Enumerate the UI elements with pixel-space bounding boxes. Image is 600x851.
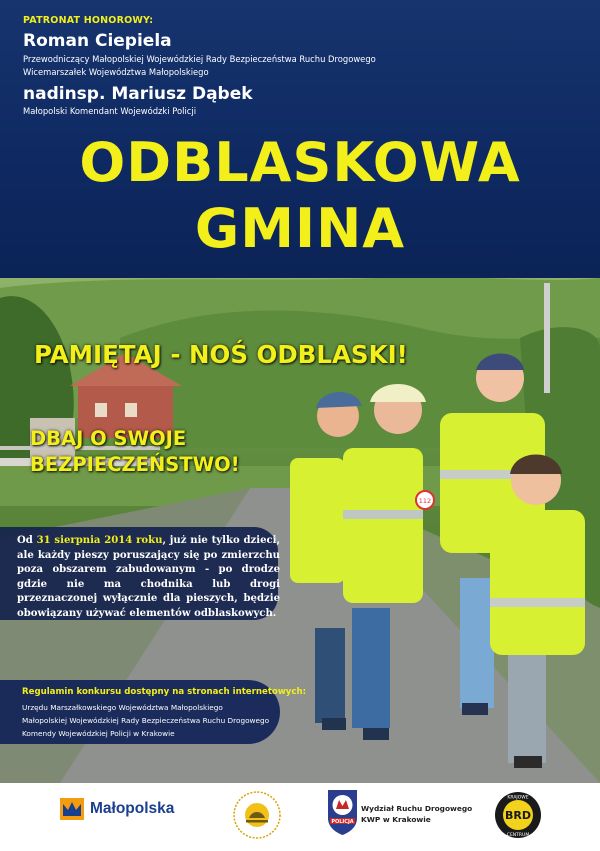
slogan-safety-line-2: BEZPIECZEŃSTWO!	[30, 453, 240, 476]
patron-name-2: nadinsp. Mariusz Dąbek	[23, 84, 253, 104]
info-paragraph	[17, 534, 280, 622]
regulamin-link-1: Urzędu Marszałkowskiego Województwa Małopolskiego	[22, 703, 223, 712]
malopolska-logo-text: Małopolska	[90, 800, 175, 817]
wrd-line-2: KWP w Krakowie	[361, 815, 431, 824]
slogan-safety-line-1: DBAJ O SWOJE	[30, 427, 187, 450]
brd-logo-icon	[493, 790, 543, 840]
patron-name-1: Roman Ciepiela	[23, 31, 172, 51]
policja-logo-icon	[326, 788, 359, 836]
info-prefix: Od	[17, 535, 37, 546]
regulamin-link-3: Komendy Wojewódzkiej Policji w Krakowie	[22, 729, 175, 738]
patron-role-2: Małopolski Komendant Wojewódzki Policji	[23, 106, 197, 116]
vest-number-label: 112	[418, 497, 432, 505]
brd-logo-top-text: KRAJOWE	[507, 795, 529, 801]
brd-logo-bottom-text: CENTRUM	[506, 833, 530, 838]
wrd-krakow-label	[361, 803, 472, 825]
patronat-label: PATRONAT HONOROWY:	[23, 15, 154, 26]
malopolska-logo-icon	[60, 798, 84, 820]
malopolska-logo	[60, 798, 174, 820]
patron-role-1b: Wicemarszałek Województwa Małopolskiego	[23, 67, 209, 77]
regulamin-link-2: Małopolskiej Wojewódzkiej Rady Bezpieczeństwa Ruchu Drogowego	[22, 716, 270, 725]
poster-title-line-2: GMINA	[194, 197, 406, 260]
rada-brd-logo-icon	[232, 790, 282, 840]
patron-role-1a: Przewodniczący Małopolskiej Wojewódzkiej Rady Bezpieczeństwa Ruchu Drogowego	[23, 54, 376, 64]
wrd-line-1: Wydział Ruchu Drogowego	[361, 804, 473, 813]
info-date-highlight: 31 sierpnia 2014 roku	[36, 535, 163, 546]
policja-badge-text: POLICJA	[331, 819, 354, 825]
poster-title-line-1: ODBLASKOWA	[79, 131, 521, 194]
brd-logo-text: BRD	[505, 809, 531, 822]
slogan-reflectors: PAMIĘTAJ - NOŚ ODBLASKI!	[34, 340, 408, 369]
info-body: , już nie tylko dzieci, ale każdy pieszy poruszający się po zmierzchu poza obszarem zabudowanym - po drodze gdzie nie ma chodnika lub drogi przeznaczonej wyłącznie dla pieszych, będzie obowiązany używać elementów odblaskowych.	[17, 535, 280, 619]
regulamin-title: Regulamin konkursu dostępny na stronach internetowych:	[22, 687, 307, 697]
